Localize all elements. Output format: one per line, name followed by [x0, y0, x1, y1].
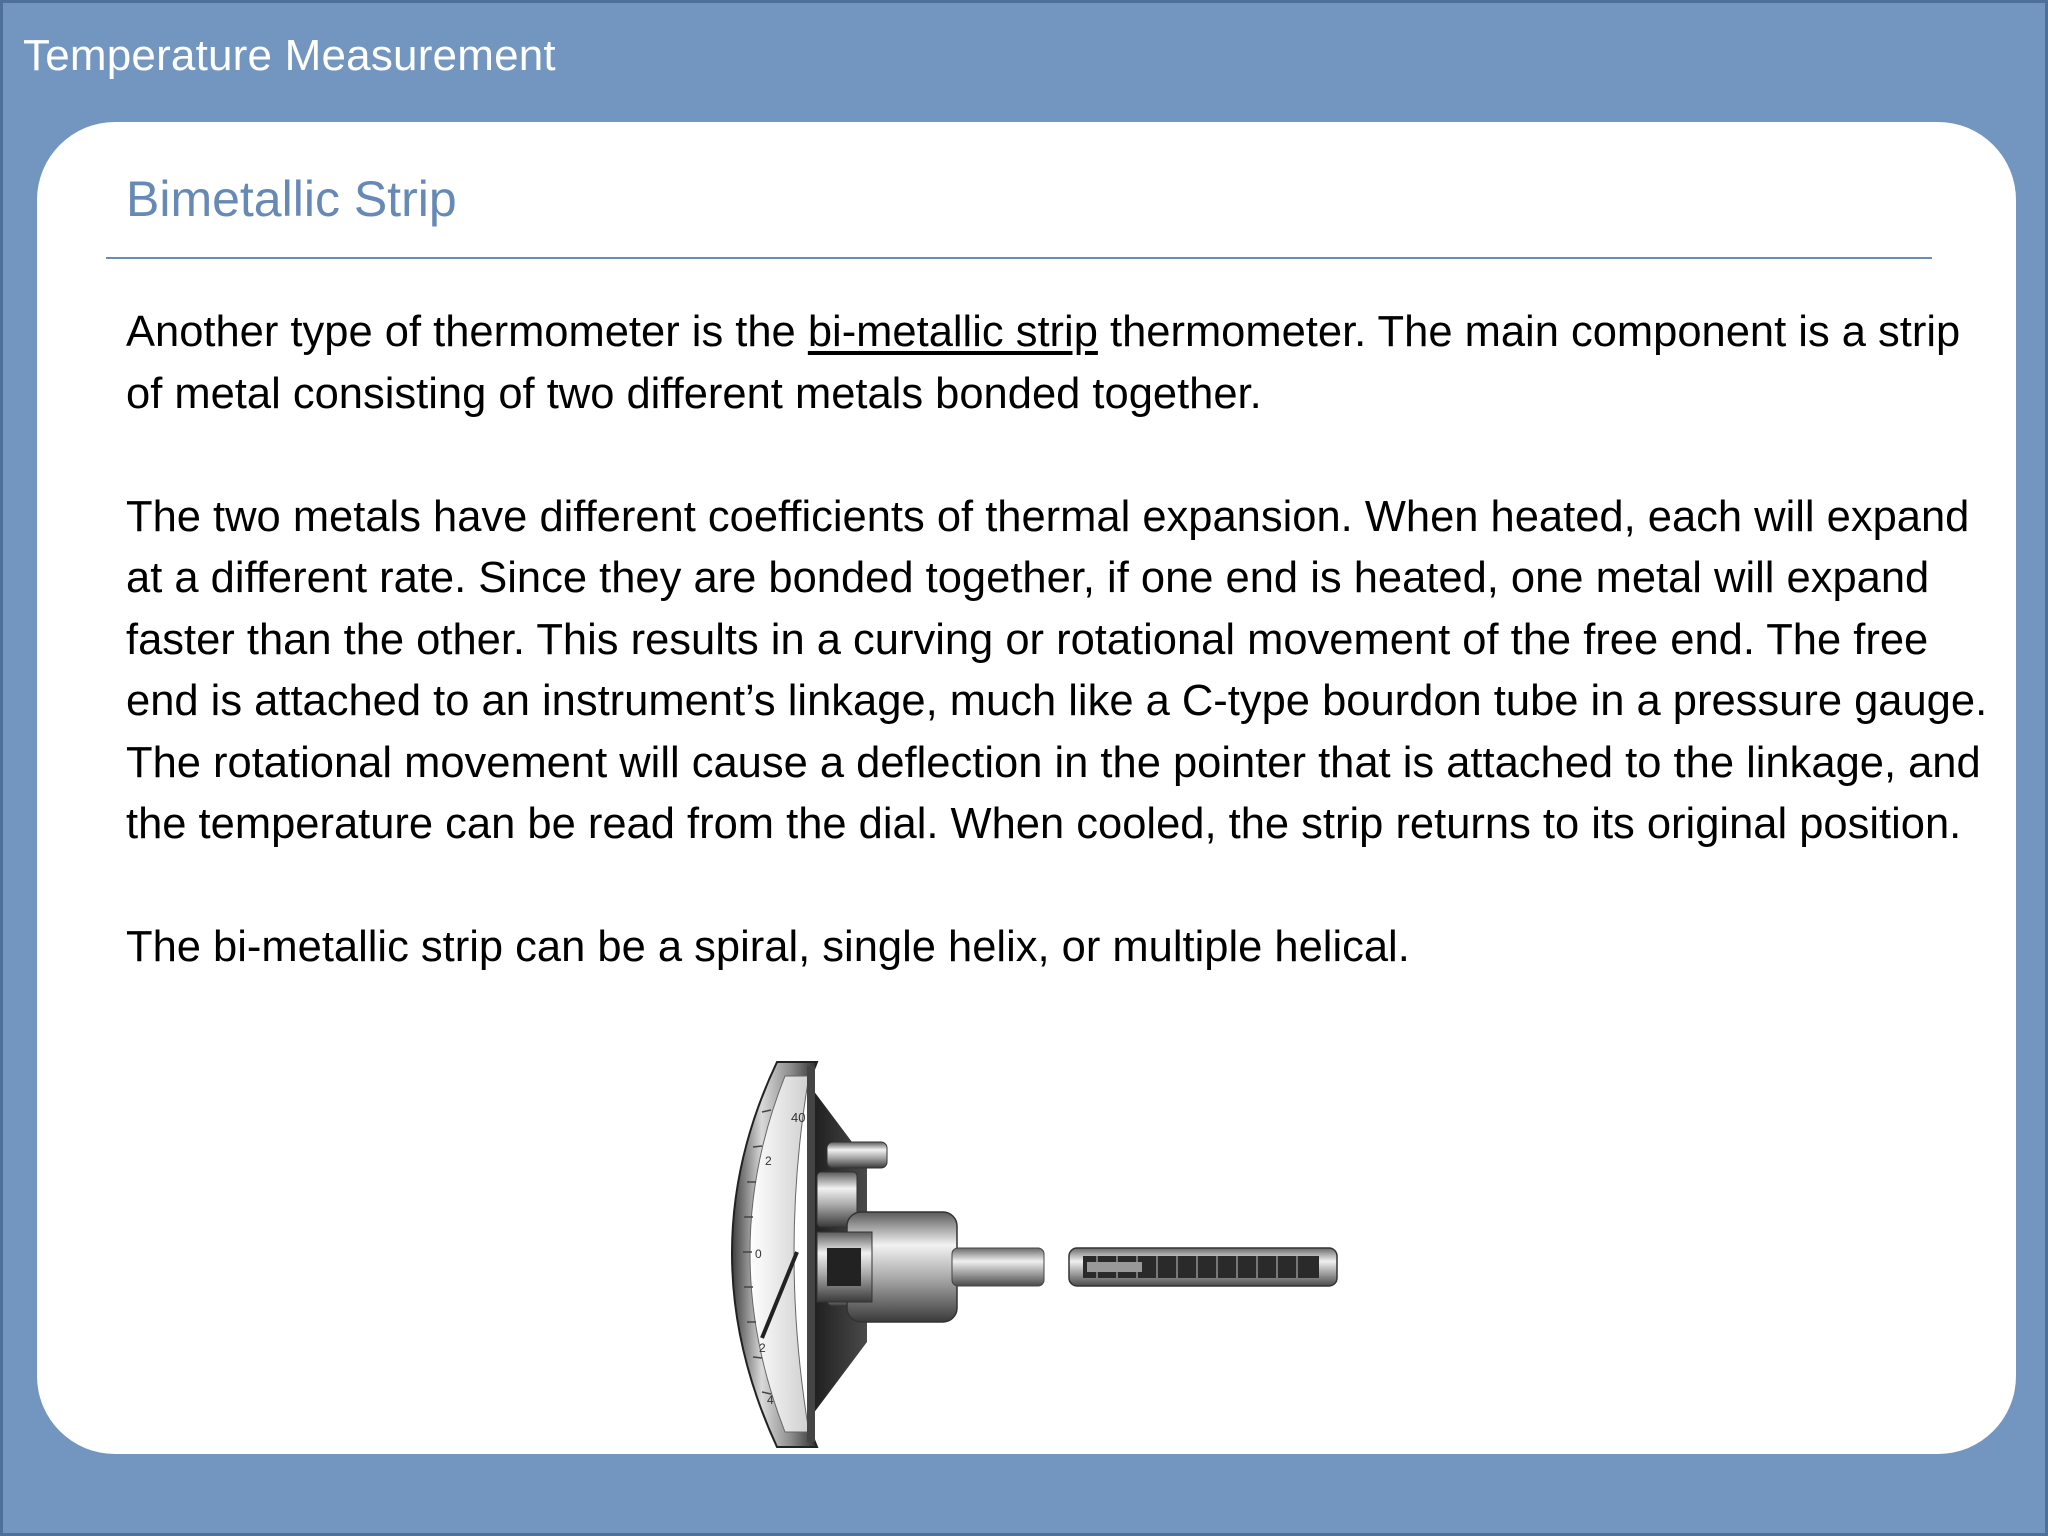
thermometer-drawing [667, 1052, 1347, 1452]
intro-text-end: thermometer. The main component is a strip of metal consisting of two different metals bonded together. [126, 308, 1961, 418]
dial-bezel [807, 1066, 815, 1442]
dial-label-upper: 2 [765, 1154, 772, 1168]
paragraph-intro [126, 302, 1996, 425]
dial-label-top: 40 [791, 1110, 806, 1125]
dial-label-bottom: 4 [767, 1393, 774, 1407]
dial-label-lower: 2 [759, 1341, 766, 1355]
slide-heading: Bimetallic Strip [126, 171, 457, 227]
helix-shaft [1087, 1262, 1142, 1272]
linkage-bolt-top [827, 1142, 887, 1168]
bimetallic-thermometer-illustration [667, 1052, 1347, 1452]
body-text [126, 302, 1996, 1040]
heading-divider [106, 257, 1932, 259]
presentation-title: Temperature Measurement [23, 31, 556, 80]
content-card [37, 122, 2016, 1454]
intro-text-start: Another type of thermometer is the [126, 308, 808, 356]
paragraph-explanation: The two metals have different coefficients of thermal expansion. When heated, each will expand at a different rate. Since they are bonded together, if one end is heated, one metal will expand faster than the other. This results in a curving or rotational movement of the free end. The free end is attached to an instrument’s linkage, much like a C-type bourdon tube in a pressure gauge. The rotational movement will cause a deflection in the pointer that is attached to the linkage, and the temperature can be read from the dial. When cooled, the strip returns to its original position. [126, 492, 1988, 848]
dial-label-middle: 0 [755, 1247, 762, 1261]
stem [952, 1248, 1044, 1286]
paragraph-forms: The bi-metallic strip can be a spiral, single helix, or multiple helical. [126, 923, 1410, 971]
connector-opening [827, 1248, 861, 1286]
bimetallic-strip-link[interactable]: bi-metallic strip [807, 308, 1098, 356]
